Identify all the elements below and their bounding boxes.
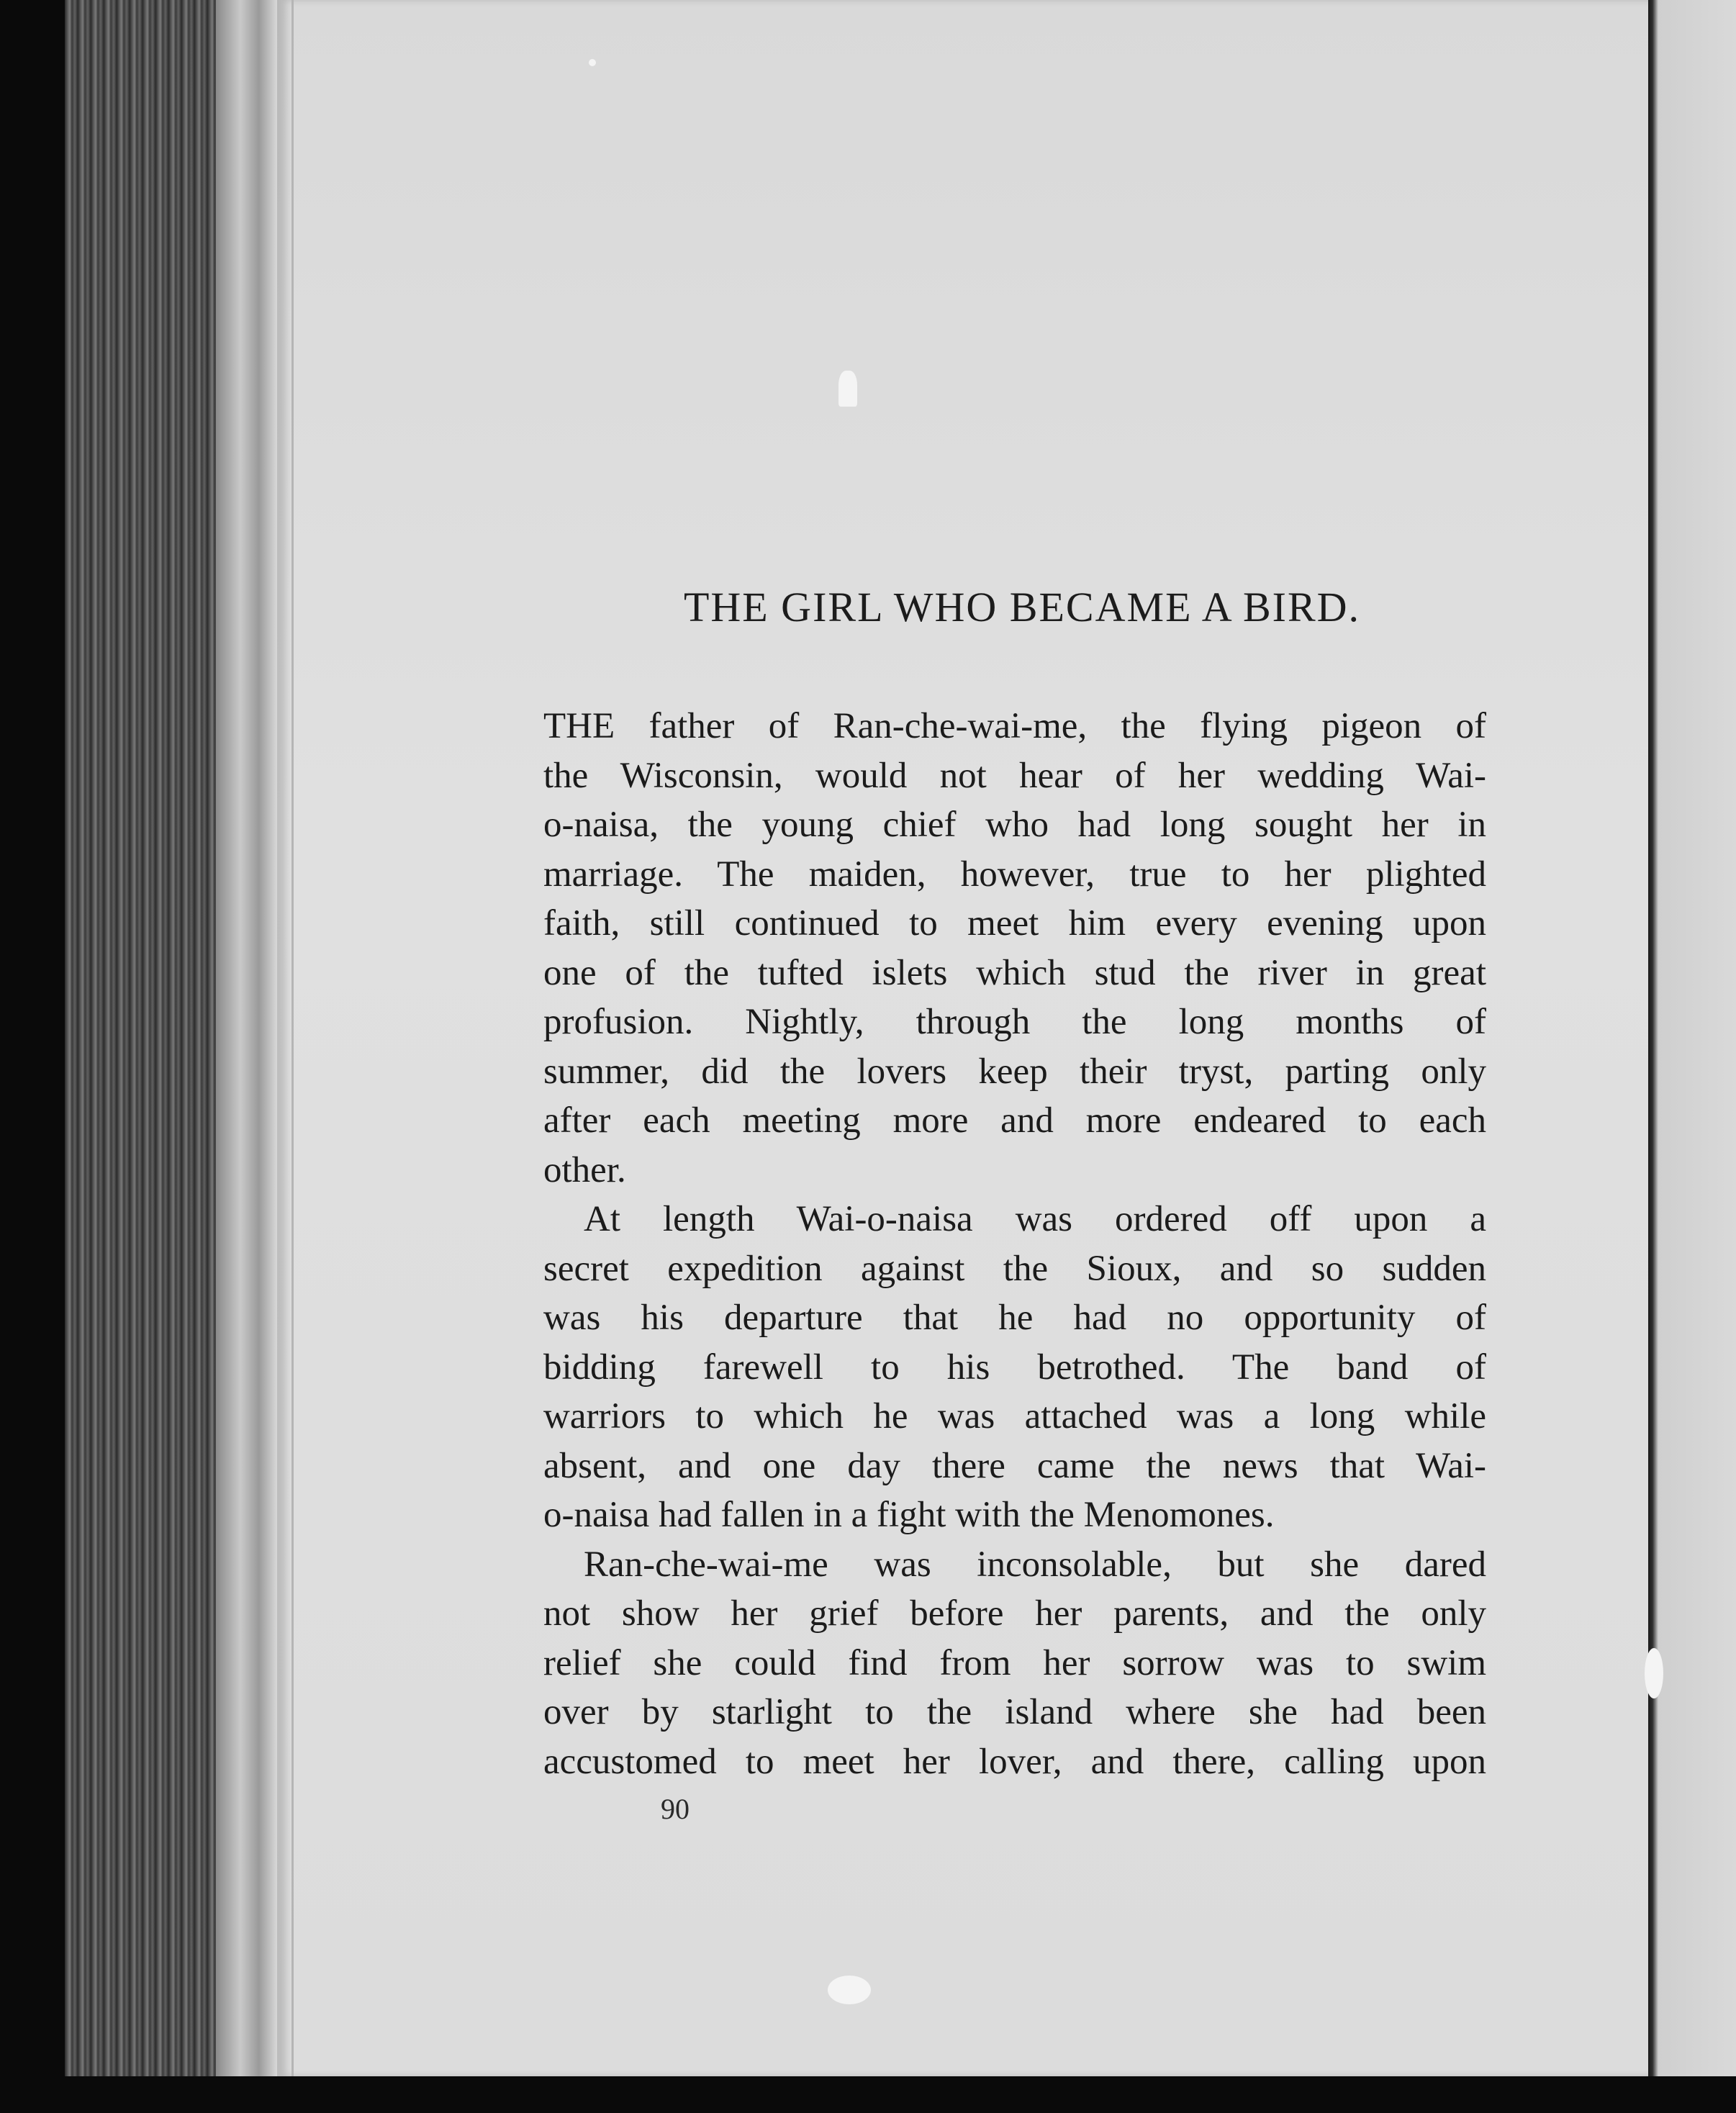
text-line: summer, did the lovers keep their tryst, parting only	[543, 1051, 1486, 1092]
text-line: not show her grief before her parents, and the only	[543, 1593, 1486, 1634]
text-line: relief she could find from her sorrow was to swim	[543, 1642, 1486, 1683]
facing-page-edge	[1648, 0, 1736, 2113]
paragraph	[543, 1540, 1486, 1787]
text-line: profusion. Nightly, through the long months of	[543, 1002, 1486, 1042]
page-number: 90	[661, 1793, 690, 1825]
chapter-body	[543, 702, 1486, 1786]
book-page-edges	[65, 0, 281, 2080]
paragraph	[543, 1195, 1486, 1540]
scan-border-bottom	[0, 2076, 1736, 2113]
text-line: THE father of Ran-che-wai-me, the flying pigeon of	[543, 706, 1486, 746]
text-line: secret expedition against the Sioux, and so sudden	[543, 1248, 1486, 1289]
scan-speck	[1645, 1648, 1663, 1698]
page-stack-highlight	[216, 0, 277, 2080]
text-line: At length Wai-o-naisa was ordered off upon a	[584, 1199, 1486, 1239]
scan-speck	[589, 59, 596, 66]
text-line: accustomed to meet her lover, and there, calling upon	[543, 1741, 1486, 1782]
scan-speck	[828, 1976, 871, 2004]
text-line: other.	[543, 1149, 626, 1190]
text-line: over by starlight to the island where she had been	[543, 1692, 1486, 1732]
text-line: warriors to which he was attached was a long while	[543, 1396, 1486, 1436]
chapter-title: THE GIRL WHO BECAME A BIRD.	[683, 584, 1361, 630]
text-line: one of the tufted islets which stud the river in great	[543, 952, 1486, 993]
text-line: Ran-che-wai-me was inconsolable, but she dared	[584, 1544, 1486, 1585]
text-line: bidding farewell to his betrothed. The band of	[543, 1347, 1486, 1388]
text-line: o-naisa had fallen in a fight with the Menomones.	[543, 1495, 1275, 1535]
scan-speck	[838, 371, 857, 407]
text-line: the Wisconsin, would not hear of her wedding Wai-	[543, 755, 1486, 796]
paragraph	[543, 702, 1486, 1195]
text-line: after each meeting more and more endeared to each	[543, 1100, 1486, 1141]
text-line: o-naisa, the young chief who had long sought her in	[543, 805, 1486, 845]
text-line: was his departure that he had no opportunity of	[543, 1298, 1486, 1338]
text-line: faith, still continued to meet him every evening upon	[543, 903, 1486, 944]
text-line: absent, and one day there came the news that Wai-	[543, 1445, 1486, 1486]
text-line: marriage. The maiden, however, true to her plighted	[543, 854, 1486, 895]
